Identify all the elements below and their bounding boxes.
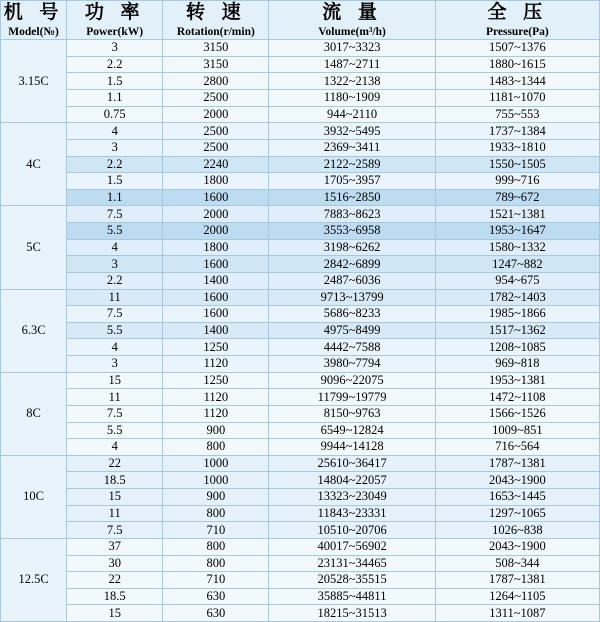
pressure-cell: 1311~1087 (435, 605, 599, 622)
table-row (1, 272, 600, 289)
table-row (1, 505, 600, 522)
header-pressure (435, 1, 599, 40)
header-rotation (163, 1, 269, 40)
table-row (1, 372, 600, 389)
power-cell: 2.2 (67, 272, 163, 289)
volume-cell: 8150~9763 (269, 405, 435, 422)
rotation-cell: 710 (163, 572, 269, 589)
header-power-cn: 功 率 (84, 1, 145, 23)
header-volume-cn: 流 量 (322, 1, 382, 23)
model-cell: 5C (1, 206, 67, 289)
power-cell: 4 (67, 439, 163, 456)
rotation-cell: 1800 (163, 173, 269, 190)
table-row (1, 489, 600, 506)
power-cell: 2.2 (67, 156, 163, 173)
table-row (1, 306, 600, 323)
power-cell: 5.5 (67, 322, 163, 339)
header-pressure-cn: 全 压 (487, 1, 548, 23)
power-cell: 15 (67, 372, 163, 389)
power-cell: 1.1 (67, 90, 163, 107)
rotation-cell: 1000 (163, 472, 269, 489)
table-row (1, 389, 600, 406)
rotation-cell: 2800 (163, 73, 269, 90)
rotation-cell: 3150 (163, 56, 269, 73)
volume-cell: 35885~44811 (269, 588, 435, 605)
rotation-cell: 1800 (163, 239, 269, 256)
pressure-cell: 1507~1376 (435, 40, 599, 57)
header-rotation-cn: 转 速 (186, 1, 246, 23)
pressure-cell: 999~716 (435, 173, 599, 190)
pressure-cell: 954~675 (435, 272, 599, 289)
pressure-cell: 1517~1362 (435, 322, 599, 339)
table-row (1, 322, 600, 339)
power-cell: 3 (67, 356, 163, 373)
volume-cell: 20528~35515 (269, 572, 435, 589)
power-cell: 11 (67, 505, 163, 522)
model-cell: 3.15C (1, 40, 67, 123)
volume-cell: 10510~20706 (269, 522, 435, 539)
table-row (1, 239, 600, 256)
volume-cell: 3198~6262 (269, 239, 435, 256)
power-cell: 5.5 (67, 223, 163, 240)
power-cell: 1.1 (67, 189, 163, 206)
table-row (1, 588, 600, 605)
pressure-cell: 1787~1381 (435, 455, 599, 472)
pressure-cell: 1787~1381 (435, 572, 599, 589)
table-row (1, 472, 600, 489)
table-row (1, 73, 600, 90)
pressure-cell: 1737~1384 (435, 123, 599, 140)
table-row (1, 40, 600, 57)
table-row (1, 339, 600, 356)
pressure-cell: 1782~1403 (435, 289, 599, 306)
volume-cell: 3553~6958 (269, 223, 435, 240)
volume-cell: 2842~6899 (269, 256, 435, 273)
volume-cell: 11799~19779 (269, 389, 435, 406)
table-row (1, 106, 600, 123)
rotation-cell: 1120 (163, 356, 269, 373)
rotation-cell: 2000 (163, 223, 269, 240)
power-cell: 15 (67, 489, 163, 506)
header-pressure-en: Pressure(Pa) (485, 25, 549, 38)
power-cell: 7.5 (67, 306, 163, 323)
volume-cell: 1180~1909 (269, 90, 435, 107)
table-row (1, 56, 600, 73)
volume-cell: 18215~31513 (269, 605, 435, 622)
header-model-cn: 机 号 (3, 1, 64, 23)
rotation-cell: 1000 (163, 455, 269, 472)
table-row (1, 289, 600, 306)
power-cell: 18.5 (67, 588, 163, 605)
pressure-cell: 789~672 (435, 189, 599, 206)
volume-cell: 11843~23331 (269, 505, 435, 522)
pressure-cell: 1566~1526 (435, 405, 599, 422)
pressure-cell: 508~344 (435, 555, 599, 572)
power-cell: 1.5 (67, 73, 163, 90)
volume-cell: 7883~8623 (269, 206, 435, 223)
table-row (1, 405, 600, 422)
rotation-cell: 800 (163, 538, 269, 555)
pressure-cell: 1933~1810 (435, 139, 599, 156)
table-row (1, 422, 600, 439)
volume-cell: 1322~2138 (269, 73, 435, 90)
power-cell: 7.5 (67, 522, 163, 539)
volume-cell: 40017~56902 (269, 538, 435, 555)
table-row (1, 439, 600, 456)
power-cell: 4 (67, 123, 163, 140)
volume-cell: 14804~22057 (269, 472, 435, 489)
pressure-cell: 1580~1332 (435, 239, 599, 256)
volume-cell: 6549~12824 (269, 422, 435, 439)
header-power-en: Power(kW) (86, 25, 144, 38)
rotation-cell: 1600 (163, 306, 269, 323)
volume-cell: 1705~3957 (269, 173, 435, 190)
volume-cell: 9944~14128 (269, 439, 435, 456)
power-cell: 0.75 (67, 106, 163, 123)
header-model (1, 1, 67, 40)
table-row (1, 538, 600, 555)
power-cell: 30 (67, 555, 163, 572)
power-cell: 1.5 (67, 173, 163, 190)
rotation-cell: 2000 (163, 106, 269, 123)
rotation-cell: 1250 (163, 339, 269, 356)
pressure-cell: 1208~1085 (435, 339, 599, 356)
table-row (1, 123, 600, 140)
rotation-cell: 1400 (163, 272, 269, 289)
rotation-cell: 2500 (163, 123, 269, 140)
pressure-cell: 2043~1900 (435, 472, 599, 489)
volume-cell: 23131~34465 (269, 555, 435, 572)
pressure-cell: 1880~1615 (435, 56, 599, 73)
volume-cell: 3980~7794 (269, 356, 435, 373)
volume-cell: 13323~23049 (269, 489, 435, 506)
rotation-cell: 1600 (163, 256, 269, 273)
table-row (1, 206, 600, 223)
power-cell: 2.2 (67, 56, 163, 73)
rotation-cell: 1120 (163, 405, 269, 422)
pressure-cell: 1953~1381 (435, 372, 599, 389)
table-body (1, 40, 600, 622)
volume-cell: 2369~3411 (269, 139, 435, 156)
model-cell: 12.5C (1, 538, 67, 621)
power-cell: 4 (67, 339, 163, 356)
rotation-cell: 2500 (163, 139, 269, 156)
volume-cell: 2122~2589 (269, 156, 435, 173)
pressure-cell: 1181~1070 (435, 90, 599, 107)
pressure-cell: 1264~1105 (435, 588, 599, 605)
header-model-en: Model(№) (8, 25, 59, 38)
rotation-cell: 630 (163, 588, 269, 605)
volume-cell: 4975~8499 (269, 322, 435, 339)
rotation-cell: 1400 (163, 322, 269, 339)
volume-cell: 944~2110 (269, 106, 435, 123)
power-cell: 3 (67, 139, 163, 156)
power-cell: 7.5 (67, 206, 163, 223)
table-row (1, 522, 600, 539)
rotation-cell: 800 (163, 555, 269, 572)
rotation-cell: 800 (163, 505, 269, 522)
volume-cell: 3017~3323 (269, 40, 435, 57)
rotation-cell: 2240 (163, 156, 269, 173)
table-row (1, 356, 600, 373)
rotation-cell: 1250 (163, 372, 269, 389)
table-row (1, 90, 600, 107)
table-row (1, 572, 600, 589)
pressure-cell: 1009~851 (435, 422, 599, 439)
pressure-cell: 1472~1108 (435, 389, 599, 406)
volume-cell: 1516~2850 (269, 189, 435, 206)
pressure-cell: 1483~1344 (435, 73, 599, 90)
volume-cell: 5686~8233 (269, 306, 435, 323)
rotation-cell: 2500 (163, 90, 269, 107)
rotation-cell: 800 (163, 439, 269, 456)
volume-cell: 9713~13799 (269, 289, 435, 306)
pressure-cell: 1953~1647 (435, 223, 599, 240)
power-cell: 11 (67, 389, 163, 406)
rotation-cell: 630 (163, 605, 269, 622)
power-cell: 11 (67, 289, 163, 306)
model-cell: 6.3C (1, 289, 67, 372)
header-power (67, 1, 163, 40)
pressure-cell: 1985~1866 (435, 306, 599, 323)
power-cell: 37 (67, 538, 163, 555)
volume-cell: 9096~22075 (269, 372, 435, 389)
header-rotation-en: Rotation(r/min) (176, 25, 255, 38)
pressure-cell: 1297~1065 (435, 505, 599, 522)
header-volume-en: Volume(m³/h) (318, 25, 386, 38)
power-cell: 22 (67, 572, 163, 589)
rotation-cell: 1600 (163, 289, 269, 306)
pressure-cell: 755~553 (435, 106, 599, 123)
pressure-cell: 969~818 (435, 356, 599, 373)
power-cell: 18.5 (67, 472, 163, 489)
rotation-cell: 710 (163, 522, 269, 539)
rotation-cell: 2000 (163, 206, 269, 223)
model-cell: 10C (1, 455, 67, 538)
rotation-cell: 1600 (163, 189, 269, 206)
power-cell: 4 (67, 239, 163, 256)
rotation-cell: 1120 (163, 389, 269, 406)
table-row (1, 605, 600, 622)
power-cell: 7.5 (67, 405, 163, 422)
table-row (1, 256, 600, 273)
power-cell: 3 (67, 40, 163, 57)
power-cell: 15 (67, 605, 163, 622)
pressure-cell: 1521~1381 (435, 206, 599, 223)
power-cell: 3 (67, 256, 163, 273)
rotation-cell: 900 (163, 422, 269, 439)
pressure-cell: 1247~882 (435, 256, 599, 273)
volume-cell: 25610~36417 (269, 455, 435, 472)
model-cell: 8C (1, 372, 67, 455)
pressure-cell: 1550~1505 (435, 156, 599, 173)
volume-cell: 1487~2711 (269, 56, 435, 73)
table-row (1, 139, 600, 156)
table-row (1, 173, 600, 190)
header-volume (269, 1, 435, 40)
table-row (1, 189, 600, 206)
power-cell: 22 (67, 455, 163, 472)
pressure-cell: 2043~1900 (435, 538, 599, 555)
pressure-cell: 1026~838 (435, 522, 599, 539)
table-row (1, 156, 600, 173)
model-cell: 4C (1, 123, 67, 206)
rotation-cell: 900 (163, 489, 269, 506)
pressure-cell: 1653~1445 (435, 489, 599, 506)
rotation-cell: 3150 (163, 40, 269, 57)
volume-cell: 2487~6036 (269, 272, 435, 289)
table-row (1, 455, 600, 472)
volume-cell: 3932~5495 (269, 123, 435, 140)
power-cell: 5.5 (67, 422, 163, 439)
pressure-cell: 716~564 (435, 439, 599, 456)
table-header-row (1, 1, 600, 40)
table-row (1, 555, 600, 572)
table-row (1, 223, 600, 240)
volume-cell: 4442~7588 (269, 339, 435, 356)
